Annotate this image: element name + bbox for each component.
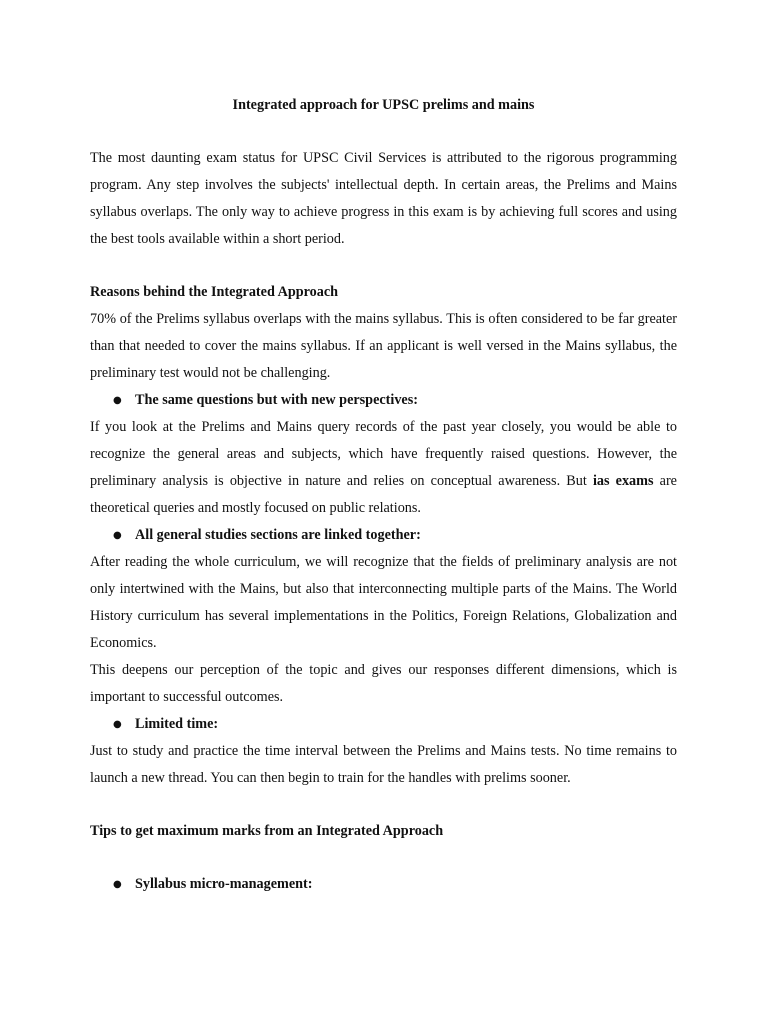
reasons-heading: Reasons behind the Integrated Approach — [90, 284, 339, 300]
limited-time-paragraph: Just to study and practice the time interval between the Prelims and Mains tests. No time remains to launch a new thread. You can then begin to train for the handles with prelims sooner. — [90, 743, 677, 786]
bullet-dot-icon: ● — [113, 719, 122, 730]
ias-exams-text: ias exams — [592, 473, 654, 489]
bullet-item-limited-time — [90, 711, 677, 738]
bullet-title: Syllabus micro-management: — [135, 876, 313, 892]
bullet-dot-icon: ● — [113, 395, 122, 406]
spacer — [90, 845, 677, 871]
bullet-dot-icon: ● — [113, 879, 122, 890]
spacer — [90, 792, 677, 818]
document-content — [90, 92, 677, 898]
intro-paragraph: The most daunting exam status for UPSC Civil Services is attributed to the rigorous programming program. Any step involves the subjects' intellectual depth. In certain areas, the Prelims and Mains syllabus overlaps. The only way to achieve progress in this exam is by achieving full scores and using the best tools available within a short period. — [90, 150, 677, 247]
spacer — [90, 119, 677, 145]
bullet-item-syllabus-micro-management — [90, 871, 677, 898]
bullet-title: All general studies sections are linked together: — [135, 527, 421, 543]
linked-sections-paragraph: After reading the whole curriculum, we will recognize that the fields of preliminary analysis are not only intertwined with the Mains, but also that interconnecting multiple parts of the Mains. The World History curriculum has several implementations in the Politics, Foreign Relations, Globalization and Economics. — [90, 554, 677, 651]
bullet-item-linked-sections — [90, 522, 677, 549]
bullet-title: Limited time: — [135, 716, 219, 732]
bullet-title: The same questions but with new perspectives: — [135, 392, 418, 408]
spacer — [90, 253, 677, 279]
bullet-item-new-perspectives — [90, 387, 677, 414]
linked-sections-paragraph-2: This deepens our perception of the topic and gives our responses different dimensions, which is important to successful outcomes. — [90, 662, 677, 705]
new-perspectives-paragraph: If you look at the Prelims and Mains query records of the past year closely, you would be able to recognize the general areas and subjects, which have frequently raised questions. However, the preliminary analysis is objective in nature and relies on conceptual awareness. But ias exams are theoretical queries and mostly focused on public relations. — [90, 419, 677, 516]
tips-heading: Tips to get maximum marks from an Integrated Approach — [90, 823, 444, 839]
document-title: Integrated approach for UPSC prelims and mains — [232, 97, 535, 113]
reasons-paragraph: 70% of the Prelims syllabus overlaps with the mains syllabus. This is often considered to be far greater than that needed to cover the mains syllabus. If an applicant is well versed in the Mains syllabus, the preliminary test would not be challenging. — [90, 311, 677, 381]
bullet-dot-icon: ● — [113, 530, 122, 541]
